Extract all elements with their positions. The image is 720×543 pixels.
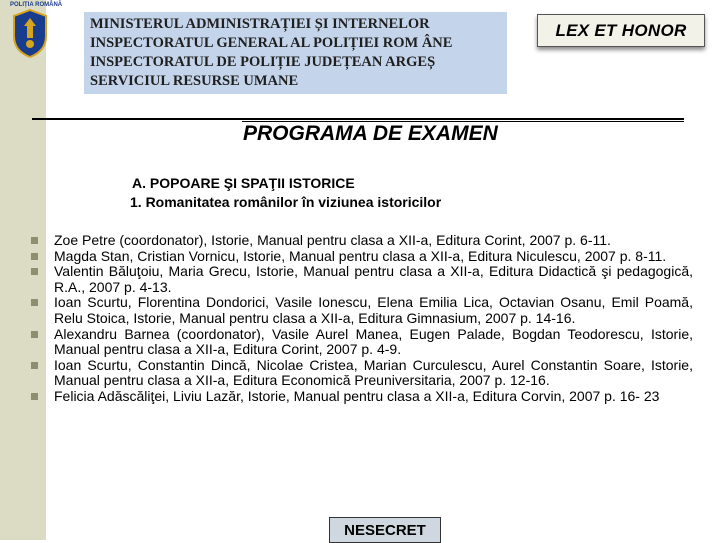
list-item (31, 233, 693, 249)
bullet-icon (31, 331, 38, 338)
bullet-icon (31, 362, 38, 369)
list-item (31, 389, 693, 405)
logo-caption: POLIȚIA ROMÂNĂ (10, 2, 63, 8)
header-line: INSPECTORATUL DE POLIȚIE JUDEȚEAN ARGEȘ (90, 54, 436, 70)
bullet-icon (31, 237, 38, 244)
institution-header (84, 12, 507, 94)
reference-list (31, 233, 693, 405)
motto-box: LEX ET HONOR (537, 14, 705, 47)
section-heading: A. POPOARE ŞI SPAŢII ISTORICE (132, 175, 355, 191)
header-line: MINISTERUL ADMINISTRAȚIEI ȘI INTERNELOR (90, 16, 430, 32)
list-item (31, 358, 693, 389)
bullet-icon (31, 253, 38, 260)
list-item (31, 295, 693, 326)
page-title: PROGRAMA DE EXAMEN (243, 122, 498, 145)
title-divider (32, 118, 684, 120)
reference-text: Magda Stan, Cristian Vornicu, Istorie, Manual pentru clasa a XII-a, Editura Niculescu, 2007 p. 8-11. (54, 247, 667, 264)
header-line: SERVICIUL RESURSE UMANE (90, 73, 299, 89)
list-item (31, 249, 693, 265)
bullet-icon (31, 268, 38, 275)
reference-text: Ioan Scurtu, Constantin Dincă, Nicolae Cristea, Marian Curculescu, Aurel Constantin Soare, Istorie, Manual pentru clasa a XII-a, Editura Economică Preuniversitaria, 2007 p. 12-16. (54, 356, 693, 389)
reference-text: Alexandru Barnea (coordonator), Vasile Aurel Manea, Eugen Palade, Bogdan Teodorescu, Istorie, Manual pentru clasa a XII-a, Editura Corint, 2007 p. 4-9. (54, 325, 693, 358)
bullet-icon (31, 393, 38, 400)
reference-text: Felicia Adăscăliţei, Liviu Lazăr, Istorie, Manual pentru clasa a XII-a, Editura Corvin, 2007 p. 16- 23 (54, 387, 660, 404)
list-item (31, 327, 693, 358)
reference-text: Ioan Scurtu, Florentina Dondorici, Vasile Ionescu, Elena Emilia Lica, Octavian Osanu, Emil Poamă, Relu Stoica, Istorie, Manual pentru clasa a XII-a, Editura Gimnasium, 2007 p. 14-16. (54, 294, 693, 326)
header-line: INSPECTORATUL GENERAL AL POLIȚIEI ROM ÂNE (90, 35, 453, 51)
reference-text: Zoe Petre (coordonator), Istorie, Manual pentru clasa a XII-a, Editura Corint, 2007 p. 6-11. (54, 232, 611, 248)
reference-text: Valentin Băluţoiu, Maria Grecu, Istorie, Manual pentru clasa a XII-a, Editura Didactică şi pedagogică, R.A., 2007 p. 4-13. (54, 263, 693, 295)
list-item (31, 264, 693, 295)
subsection-heading: 1. Romanitatea românilor în viziunea istoricilor (130, 194, 442, 210)
police-crest-icon (12, 8, 48, 58)
bullet-icon (31, 299, 38, 306)
classification-badge: NESECRET (329, 517, 441, 543)
